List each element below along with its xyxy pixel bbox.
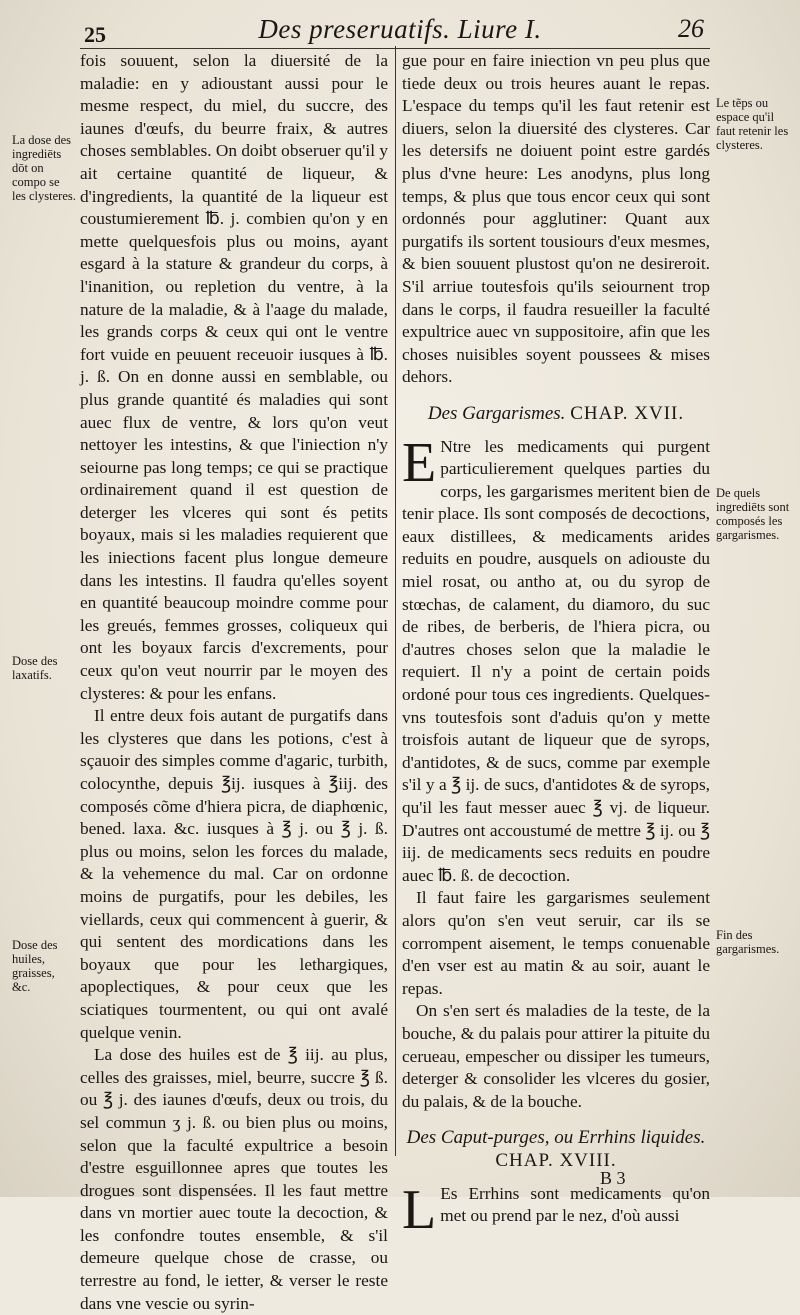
margin-note-dose-laxatifs: Dose des laxatifs. xyxy=(12,654,58,682)
dropcap-e: E xyxy=(402,431,437,494)
chapter-17-number: CHAP. XVII. xyxy=(570,402,685,424)
right-column xyxy=(402,50,710,1241)
right-paragraph-4: On s'en sert és maladies de la teste, de la bouche, & du palais pour attirer la pituite du cerueau, empescher ou dissiper les tumeurs, deterger & consolider les vlceres du gosier, du palais, & de la bouche. xyxy=(402,1001,710,1111)
margin-note-fin-gargarismes: Fin des gargarismes. xyxy=(716,928,780,956)
margin-note-temps-clysteres: Le tẽps ou espace qu'il faut retenir les clysteres. xyxy=(716,96,789,152)
chapter-18-title: Des Caput-purges, ou Errhins liquides. xyxy=(406,1127,706,1149)
margin-note-ingredients-gargarismes: De quels ingrediēts sont composés les gargarismes. xyxy=(716,486,790,542)
page-number-left: 25 xyxy=(84,22,106,47)
left-paragraph-1: fois souuent, selon la diuersité de la maladie: en y adioustant aussi pour le mesme respect, du miel, du succre, des iaunes d'œufs, du beurre fraix, & autres choses semblables. On doibt obseruer qu'il y ait certaine quantité de liqueur, & d'ingredients, la quantité de la liqueur est coustumierement ℔. j. combien qu'on y en mette quelquesfois plus ou moins, ayant esgard à la stature & grandeur du corps, à l'inanition, ou repletion du ventre, à la nature de la maladie, & à l'aage du malade, les grands corps & ceux qui ont le ventre fort vuide en peuuent receuoir iusques à ℔. j. ß. On en donne aussi en semblable, ou plus grande quantité és maladies qui sont auec flux de ventre, & lors qu'on veut nettoyer les intestins, & que l'iniection n'y seiourne pas long temps; ce qui se practique ordinairement quand il est question de deterger les vlceres qui sont és petits boyaux, mais si les maladies requierent que les iniections facent plus longue demeure dans les intestins. Il faudra qu'elles soyent en quantité beaucoup moindre comme pour les greués, femmes grosses, coliqueux qui ont les boyaux farcis d'excrements, pour ceux qu'on veut nourrir par le moyen des clysteres: & pour les enfans. xyxy=(80,51,388,703)
left-paragraph-2: Il entre deux fois autant de purgatifs dans les clysteres que dans les potions, c'est à sçauoir des simples comme d'agaric, turbith, colocynthe, depuis ℥ij. iusques à ℥iij. des composés cõme d'hiera picra, de diaphœnic, bened. laxa. &c. iusques à ℥ j. ou ℥ j. ß. plus ou moins, selon les forces du malade, & la vehemence du mal. Car on ordonne moins de purgatifs, pour les debiles, les viellards, ceux qui commencent à guerir, & qui sentent des mordications dans les boyaux que pour les lethargiques, apoplectiques, & pour ceux que les sciatiques tourmentent, ou qui ont avalé quelque venin. xyxy=(80,706,388,1042)
chapter-18-heading xyxy=(402,1127,710,1172)
signature-mark: B 3 xyxy=(600,1168,626,1188)
right-paragraph-5-text: Es Errhins sont medicaments qu'on met ou prend par le nez, d'où aussi xyxy=(440,1183,710,1226)
right-paragraph-2-text: Ntre les medicaments qui purgent particulierement quelques parties du corps, les gargarismes meritent bien de tenir place. Ils sont composés de decoctions, eaux distillees, & medicaments arides reduits en poudre, ausquels on adiouste du miel rosat, ou antho at, ou du syrop de stœchas, de calament, du diamoro, du suc de ribes, de berberis, de l'hiera picra, ou d'autres choses selon que la maladie le requiert. Il n'y a point de certain poids ordoné pour tous ces ingredients. Quelques-vns toutesfois sont d'aduis qu'on y mette troisfois autant de liqueur que de syrops, d'antidotes, & de sucs, comme par exemple s'il y a ℥ ij. de sucs, d'antidotes & de syrops, qu'il les faut messer auec ℥ vj. de liqueur. D'autres ont accoustumé de mettre ℥ ij. ou ℥ iij. de medicaments secs reduits en poudre auec ℔. ß. de decoction. xyxy=(402,436,710,885)
page-number-right: 26 xyxy=(678,14,704,43)
right-paragraph-2 xyxy=(402,431,710,888)
margin-note-dose-huiles: Dose des huiles, graisses, &c. xyxy=(12,938,58,994)
right-paragraph-1: gue pour en faire iniection vn peu plus que tiede deux ou trois heures auant le repas. L'espace du temps qu'il les faut retenir est diuers, selon la diuersité des clysteres. Car les detersifs ne doiuent point estre gardés plus d'vne heure: Les anodyns, plus long temps, & plus que tous encor ceux qui sont ordonnés pour agglutiner: Quant aux purgatifs ils sortent tousiours d'eux mesmes, & bien souuent plustost qu'on ne desireroit. S'il arriue toutesfois qu'ils seiournent trop dans le corps, il faudra resueiller la faculté expultrice auec vn suppositoire, afin que les choses nuisibles soyent poussees & mises dehors. xyxy=(402,51,710,387)
chapter-17-heading xyxy=(402,403,710,426)
chapter-18-number: CHAP. XVIII. xyxy=(495,1149,617,1171)
margin-note-dose-ingredients: La dose des ingrediēts dōt on compo se les clysteres. xyxy=(12,133,76,203)
left-paragraph-3: La dose des huiles est de ℥ iij. au plus, celles des graisses, miel, beurre, succre ℥ ß. ou ℥ j. des iaunes d'œufs, deux ou trois, du sel commun ʒ j. ß. ou bien plus ou moins, selon que la faculté expultrice a besoin d'estre esguillonnee apres que toutes les drogues sont dispensées. Il les faut mettre dans vn mortier auec toute la decoction, & les confondre toutes ensemble, & s'il demeure quelque chose de crasse, ou terrestre au fond, le ietter, & verser le reste dans vne vescie ou syrin- xyxy=(80,1045,388,1313)
left-column xyxy=(80,50,388,1315)
column-divider xyxy=(395,46,396,1156)
dropcap-l: L xyxy=(402,1178,437,1241)
running-header xyxy=(0,12,800,47)
right-paragraph-3: Il faut faire les gargarismes seulement alors qu'on s'en veut seruir, car ils se corrompent aisement, le temps conuenable d'en vser est au matin & au soir, auant le repas. xyxy=(402,888,710,998)
running-title: Des preseruatifs. Liure I. xyxy=(258,14,542,44)
chapter-17-title: Des Gargarismes. xyxy=(427,402,566,424)
